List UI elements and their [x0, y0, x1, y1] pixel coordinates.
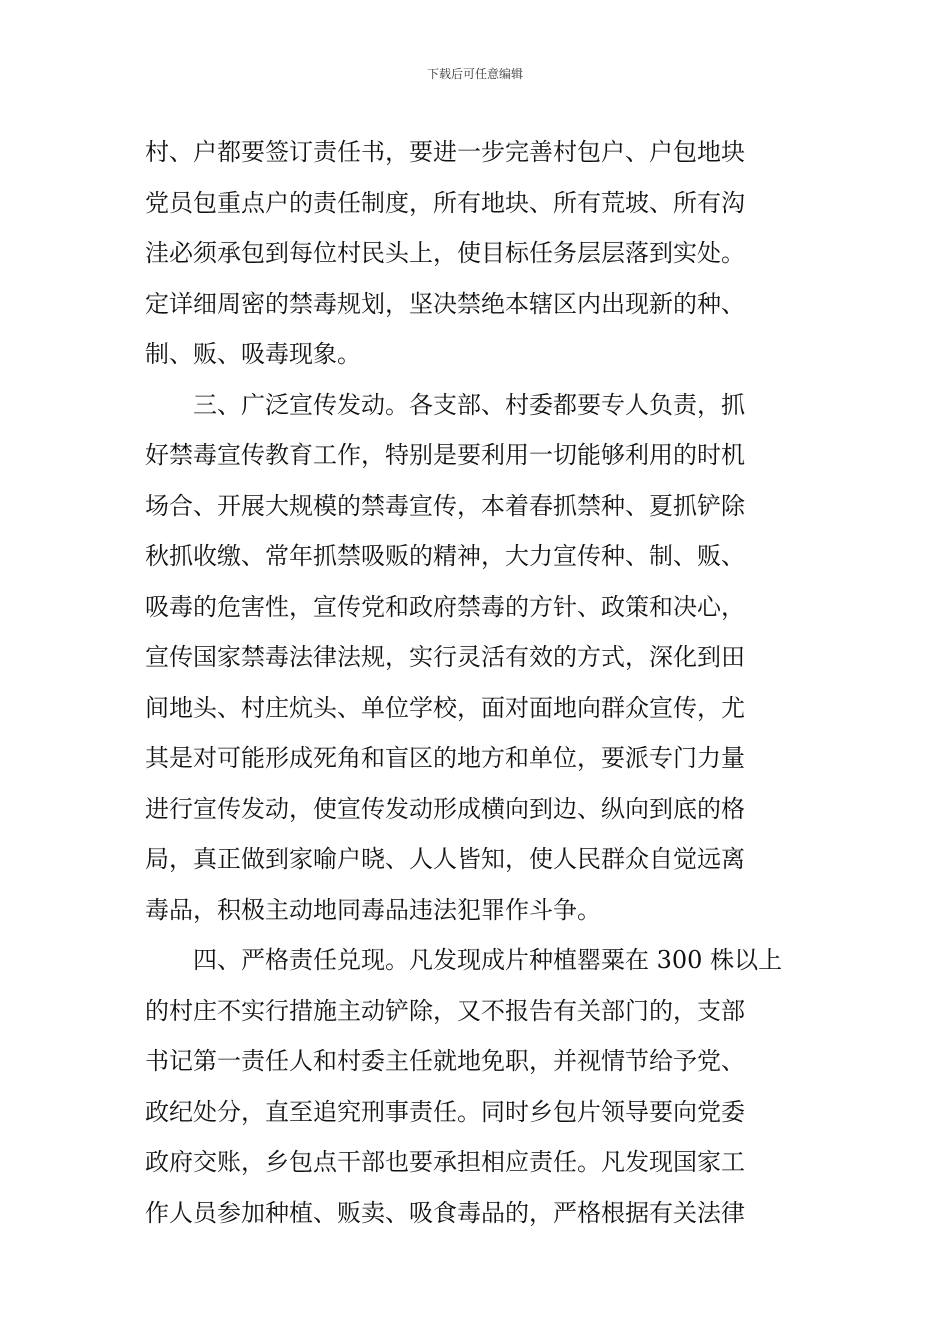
- text-line: 局，真正做到家喻户晓、人人皆知，使人民群众自觉远离: [145, 845, 745, 873]
- text-line: 的村庄不实行措施主动铲除，又不报告有关部门的，支部: [145, 996, 745, 1025]
- text-line: 场合、开展大规模的禁毒宣传，本着春抓禁种、夏抓铲除: [145, 491, 745, 520]
- text-line: 书记第一责任人和村委主任就地免职，并视情节给予党、: [145, 1047, 745, 1075]
- text-line: 党员包重点户的责任制度，所有地块、所有荒坡、所有沟: [145, 188, 745, 217]
- page-header: 下载后可任意编辑: [426, 67, 523, 81]
- text-line: 四、严格责任兑现。凡发现成片种植罂粟在 300 株以上: [145, 946, 783, 974]
- text-line: 进行宣传发动，使宣传发动形成横向到边、纵向到底的格: [145, 794, 745, 823]
- text-line: 洼必须承包到每位村民头上，使目标任务层层落到实处。: [145, 239, 745, 267]
- text-line: 政府交账，乡包点干部也要承担相应责任。凡发现国家工: [145, 1148, 745, 1176]
- text-line: 其是对可能形成死角和盲区的地方和单位，要派专门力量: [145, 744, 745, 772]
- text-line: 吸毒的危害性，宣传党和政府禁毒的方针、政策和决心，: [145, 592, 745, 621]
- document-body: [145, 127, 815, 1238]
- text-line: 制、贩、吸毒现象。: [145, 340, 361, 368]
- text-line: 间地头、村庄炕头、单位学校，面对面地向群众宣传，尤: [145, 693, 745, 722]
- text-line: 政纪处分，直至追究刑事责任。同时乡包片领导要向党委: [145, 1097, 745, 1126]
- text-line: 作人员参加种植、贩卖、吸食毒品的，严格根据有关法律: [145, 1198, 745, 1227]
- text-line: 秋抓收缴、常年抓禁吸贩的精神，大力宣传种、制、贩、: [145, 542, 745, 570]
- text-line: 村、户都要签订责任书，要进一步完善村包户、户包地块: [145, 138, 745, 166]
- text-line: 好禁毒宣传教育工作，特别是要利用一切能够利用的时机: [145, 441, 745, 469]
- text-line: 三、广泛宣传发动。各支部、村委都要专人负责，抓: [145, 390, 745, 419]
- text-line: 定详细周密的禁毒规划，坚决禁绝本辖区内出现新的种、: [145, 289, 745, 318]
- text-line: 宣传国家禁毒法律法规，实行灵活有效的方式，深化到田: [145, 643, 745, 671]
- text-line: 毒品，积极主动地同毒品违法犯罪作斗争。: [145, 895, 601, 924]
